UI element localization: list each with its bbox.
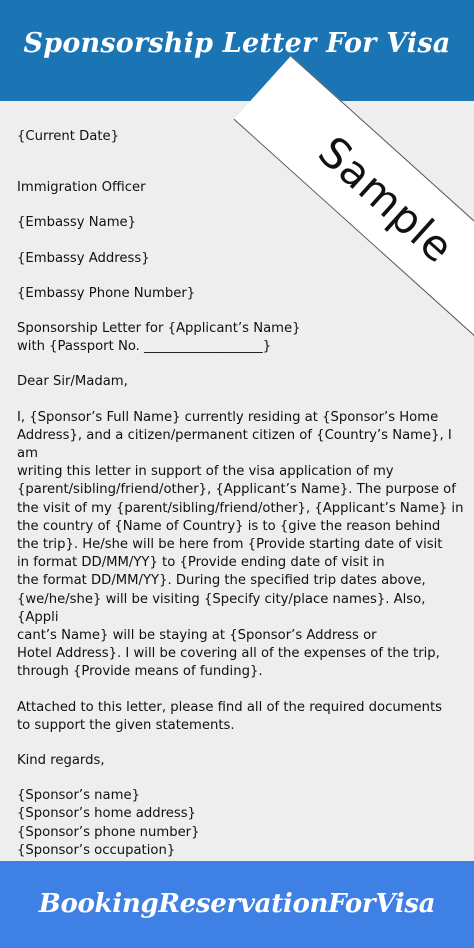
letter-main-paragraph: I, {Sponsor’s Full Name} currently residing at {Sponsor’s Home Address}, and a citizen/permanent citizen of {Country’s Name}, I am writing this letter in support of the visa application of my {parent/sibling/friend/other}, {Applicant’s Name}. The purpose of the visit of my {parent/sibling/friend/other}, {Applicant’s Name} in the country of {Name of Country} is to {give the reason behind the trip}. He/she will be here from {Provide starting date of visit in format DD/MM/YY} to {Provide ending date of visit in the format DD/MM/YY}. During the specified trip dates above, {we/he/she} will be visiting {Specify city/place names}. Also, {Appli cant’s Name} will be staying at {Sponsor’s Address or Hotel Address}. I will be covering all of the expenses of the trip, through {Provide means of funding}. bbox=[17, 409, 464, 680]
sponsor-occupation: {Sponsor’s occupation} bbox=[17, 842, 176, 858]
letter-salutation: Dear Sir/Madam, bbox=[17, 374, 128, 390]
sponsor-address: {Sponsor’s home address} bbox=[17, 806, 196, 822]
letter-body bbox=[17, 128, 467, 878]
embassy-name: {Embassy Name} bbox=[17, 215, 137, 231]
embassy-phone: {Embassy Phone Number} bbox=[17, 285, 196, 301]
sample-label: Sample bbox=[309, 126, 464, 273]
footer-brand: BookingReservationForVisa bbox=[38, 889, 436, 919]
letter-date: {Current Date} bbox=[17, 129, 120, 144]
page-title: Sponsorship Letter For Visa bbox=[23, 28, 451, 59]
sponsor-name: {Sponsor’s name} bbox=[17, 788, 140, 804]
letter-subject: Sponsorship Letter for {Applicant’s Name} with {Passport No. __________________} bbox=[17, 321, 301, 355]
letter-closing: Kind regards, bbox=[17, 753, 105, 769]
sponsor-phone: {Sponsor’s phone number} bbox=[17, 824, 200, 840]
letter-attachment-paragraph: Attached to this letter, please find all of the required documents to support the given statements. bbox=[17, 699, 443, 733]
header-banner bbox=[0, 0, 474, 101]
footer-banner bbox=[0, 861, 474, 948]
embassy-address: {Embassy Address} bbox=[17, 250, 150, 266]
letter-recipient: Immigration Officer bbox=[17, 180, 146, 196]
